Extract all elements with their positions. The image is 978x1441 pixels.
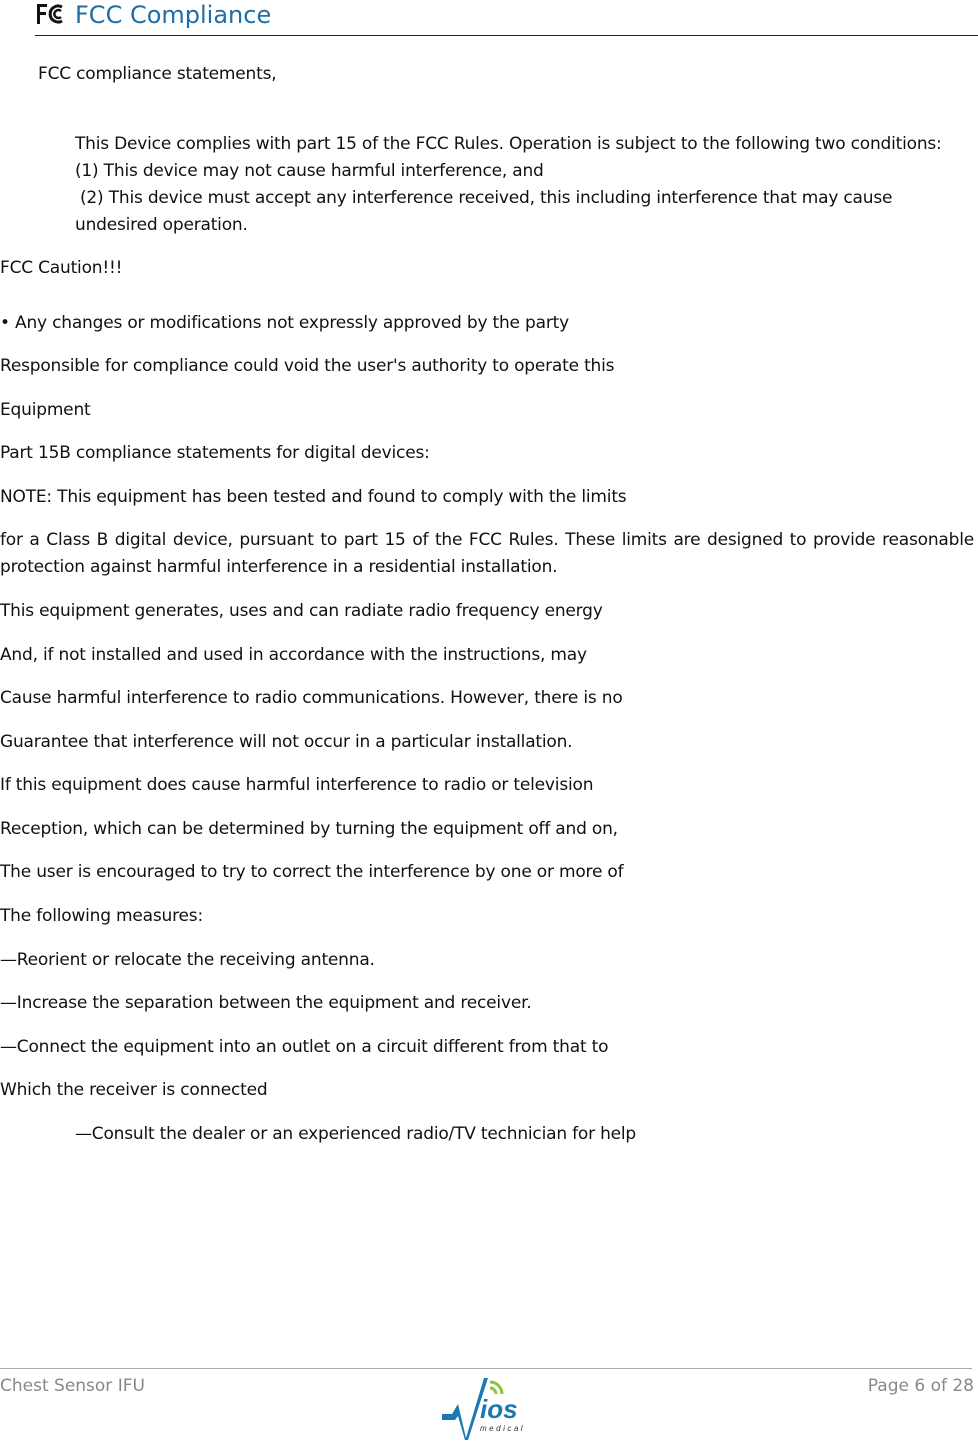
intro-text: FCC compliance statements, bbox=[38, 64, 277, 84]
para-line: Cause harmful interference to radio communications. However, there is no bbox=[0, 688, 623, 708]
para-line: And, if not installed and used in accordance with the instructions, may bbox=[0, 645, 587, 665]
measure-item-continued: Which the receiver is connected bbox=[0, 1080, 268, 1100]
para-line: The following measures: bbox=[0, 906, 203, 926]
para-line: The user is encouraged to try to correct the interference by one or more of bbox=[0, 862, 624, 882]
class-b-paragraph: for a Class B digital device, pursuant to part 15 of the FCC Rules. These limits are designed to provide reasonable protection against harmful interference in a residential installation. bbox=[0, 530, 974, 577]
para-line: Guarantee that interference will not occur in a particular installation. bbox=[0, 732, 573, 752]
footer-divider bbox=[0, 1368, 972, 1369]
header-divider bbox=[35, 35, 978, 36]
fcc-logo-icon bbox=[35, 2, 67, 26]
condition-1: (1) This device may not cause harmful interference, and bbox=[75, 161, 544, 181]
page-title: FCC Compliance bbox=[75, 1, 272, 29]
measure-item: —Reorient or relocate the receiving antenna. bbox=[0, 950, 375, 970]
para-line: If this equipment does cause harmful interference to radio or television bbox=[0, 775, 594, 795]
device-statement: This Device complies with part 15 of the FCC Rules. Operation is subject to the following two conditions: bbox=[75, 134, 942, 154]
measure-item: —Consult the dealer or an experienced radio/TV technician for help bbox=[75, 1124, 637, 1144]
condition-2: (2) This device must accept any interference received, this including interference that may cause undesired operation. bbox=[75, 188, 893, 235]
footer-doc-name: Chest Sensor IFU bbox=[0, 1376, 145, 1396]
measure-item: —Connect the equipment into an outlet on a circuit different from that to bbox=[0, 1037, 609, 1057]
svg-text:ios: ios bbox=[480, 1394, 518, 1424]
para-line: Reception, which can be determined by turning the equipment off and on, bbox=[0, 819, 618, 839]
caution-line-1: • Any changes or modifications not expressly approved by the party bbox=[0, 313, 569, 333]
part15b-heading: Part 15B compliance statements for digital devices: bbox=[0, 443, 430, 463]
svg-text:medical: medical bbox=[480, 1424, 526, 1433]
note-text: NOTE: This equipment has been tested and found to comply with the limits bbox=[0, 487, 627, 507]
measure-item: —Increase the separation between the equipment and receiver. bbox=[0, 993, 532, 1013]
para-line: This equipment generates, uses and can radiate radio frequency energy bbox=[0, 601, 603, 621]
caution-title: FCC Caution!!! bbox=[0, 258, 123, 278]
caution-line-3: Equipment bbox=[0, 400, 91, 420]
caution-line-2: Responsible for compliance could void the user's authority to operate this bbox=[0, 356, 615, 376]
footer-page-number: Page 6 of 28 bbox=[867, 1376, 974, 1396]
vios-medical-logo bbox=[440, 1374, 535, 1440]
